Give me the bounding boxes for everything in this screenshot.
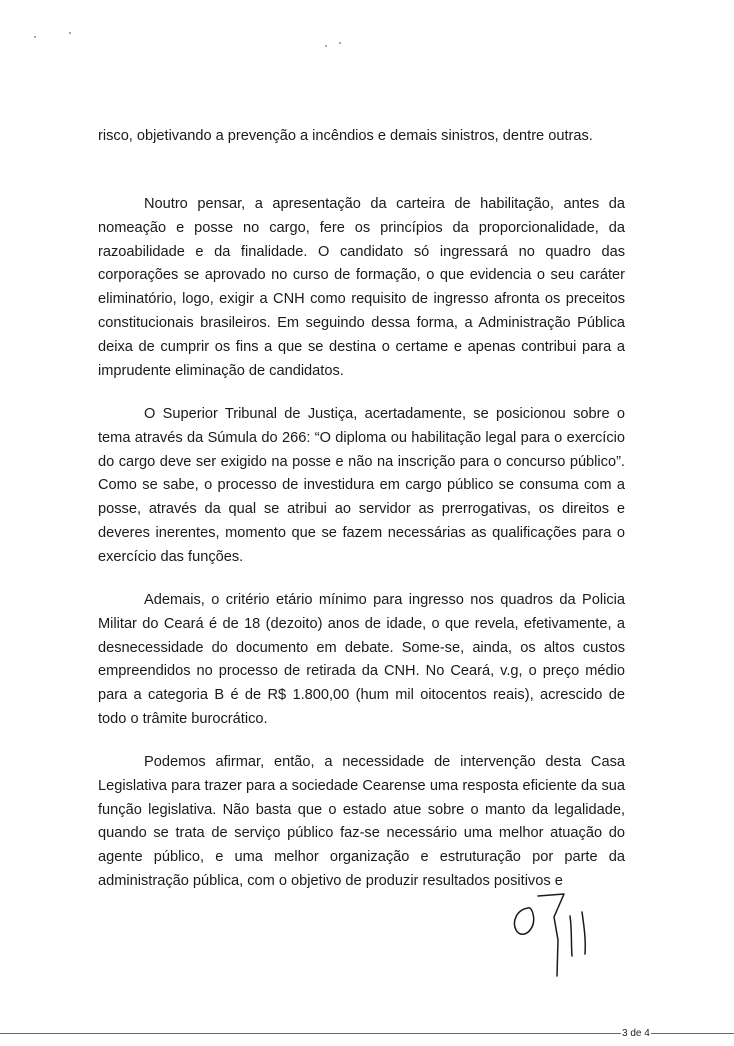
paragraph-cnh-principles: Noutro pensar, a apresentação da carteira de habilitação, antes da nomeação e posse no cargo, fere os princípios da proporcionalidade, da razoabilidade e da finalidade. O candidato só ingressará no quadro das corporações se aprovado no curso de formação, o que evidencia o seu caráter eliminatório, logo, exigir a CNH como requisito de ingresso afronta os preceitos constitucionais brasileiros. Em seguindo dessa forma, a Administração Pública deixa de cumprir os fins a que se destina o certame e apenas contribui para a imprudente eliminação de candidatos. (98, 196, 625, 379)
scan-speck (69, 32, 71, 34)
paragraph-continuation: risco, objetivando a prevenção a incêndios e demais sinistros, dentre outras. (98, 128, 593, 144)
handwritten-signature (502, 882, 612, 982)
paragraph-sumula-266: O Superior Tribunal de Justiça, acertadamente, se posicionou sobre o tema através da Súmula do 266: “O diploma ou habilitação legal para o exercício do cargo deve ser exigido na posse e não na inscrição para o concurso público”. Como se sabe, o processo de investidura em cargo público se consuma com a posse, através da qual se atribui ao servidor as prerrogativas, os direitos e deveres inerentes, momento que se fazem necessárias as qualificações para o exercício das funções. (98, 406, 625, 565)
scan-speck (34, 36, 36, 38)
paragraph-legislative-intervention: Podemos afirmar, então, a necessidade de intervenção desta Casa Legislativa para trazer para a sociedade Cearense uma resposta eficiente da sua função legislativa. Não basta que o estado atue sobre o manto da legalidade, quando se trata de serviço público faz-se necessário uma melhor atuação do agente público, e uma melhor organização e estruturação por parte da administração pública, com o objetivo de produzir resultados positivos e (98, 754, 625, 889)
scan-speck (325, 45, 327, 47)
paragraph-age-criteria: Ademais, o critério etário mínimo para ingresso nos quadros da Policia Militar do Ceará é de 18 (dezoito) anos de idade, o que revela, efetivamente, a desnecessidade do documento em debate. Some-se, ainda, os altos custos empreendidos no processo de retirada da CNH. No Ceará, v.g, o preço médio para a categoria B é de R$ 1.800,00 (hum mil oitocentos reais), acrescido de todo o trâmite burocrático. (98, 592, 625, 727)
scan-speck (339, 42, 341, 44)
page-number: 3 de 4 (622, 1028, 650, 1039)
